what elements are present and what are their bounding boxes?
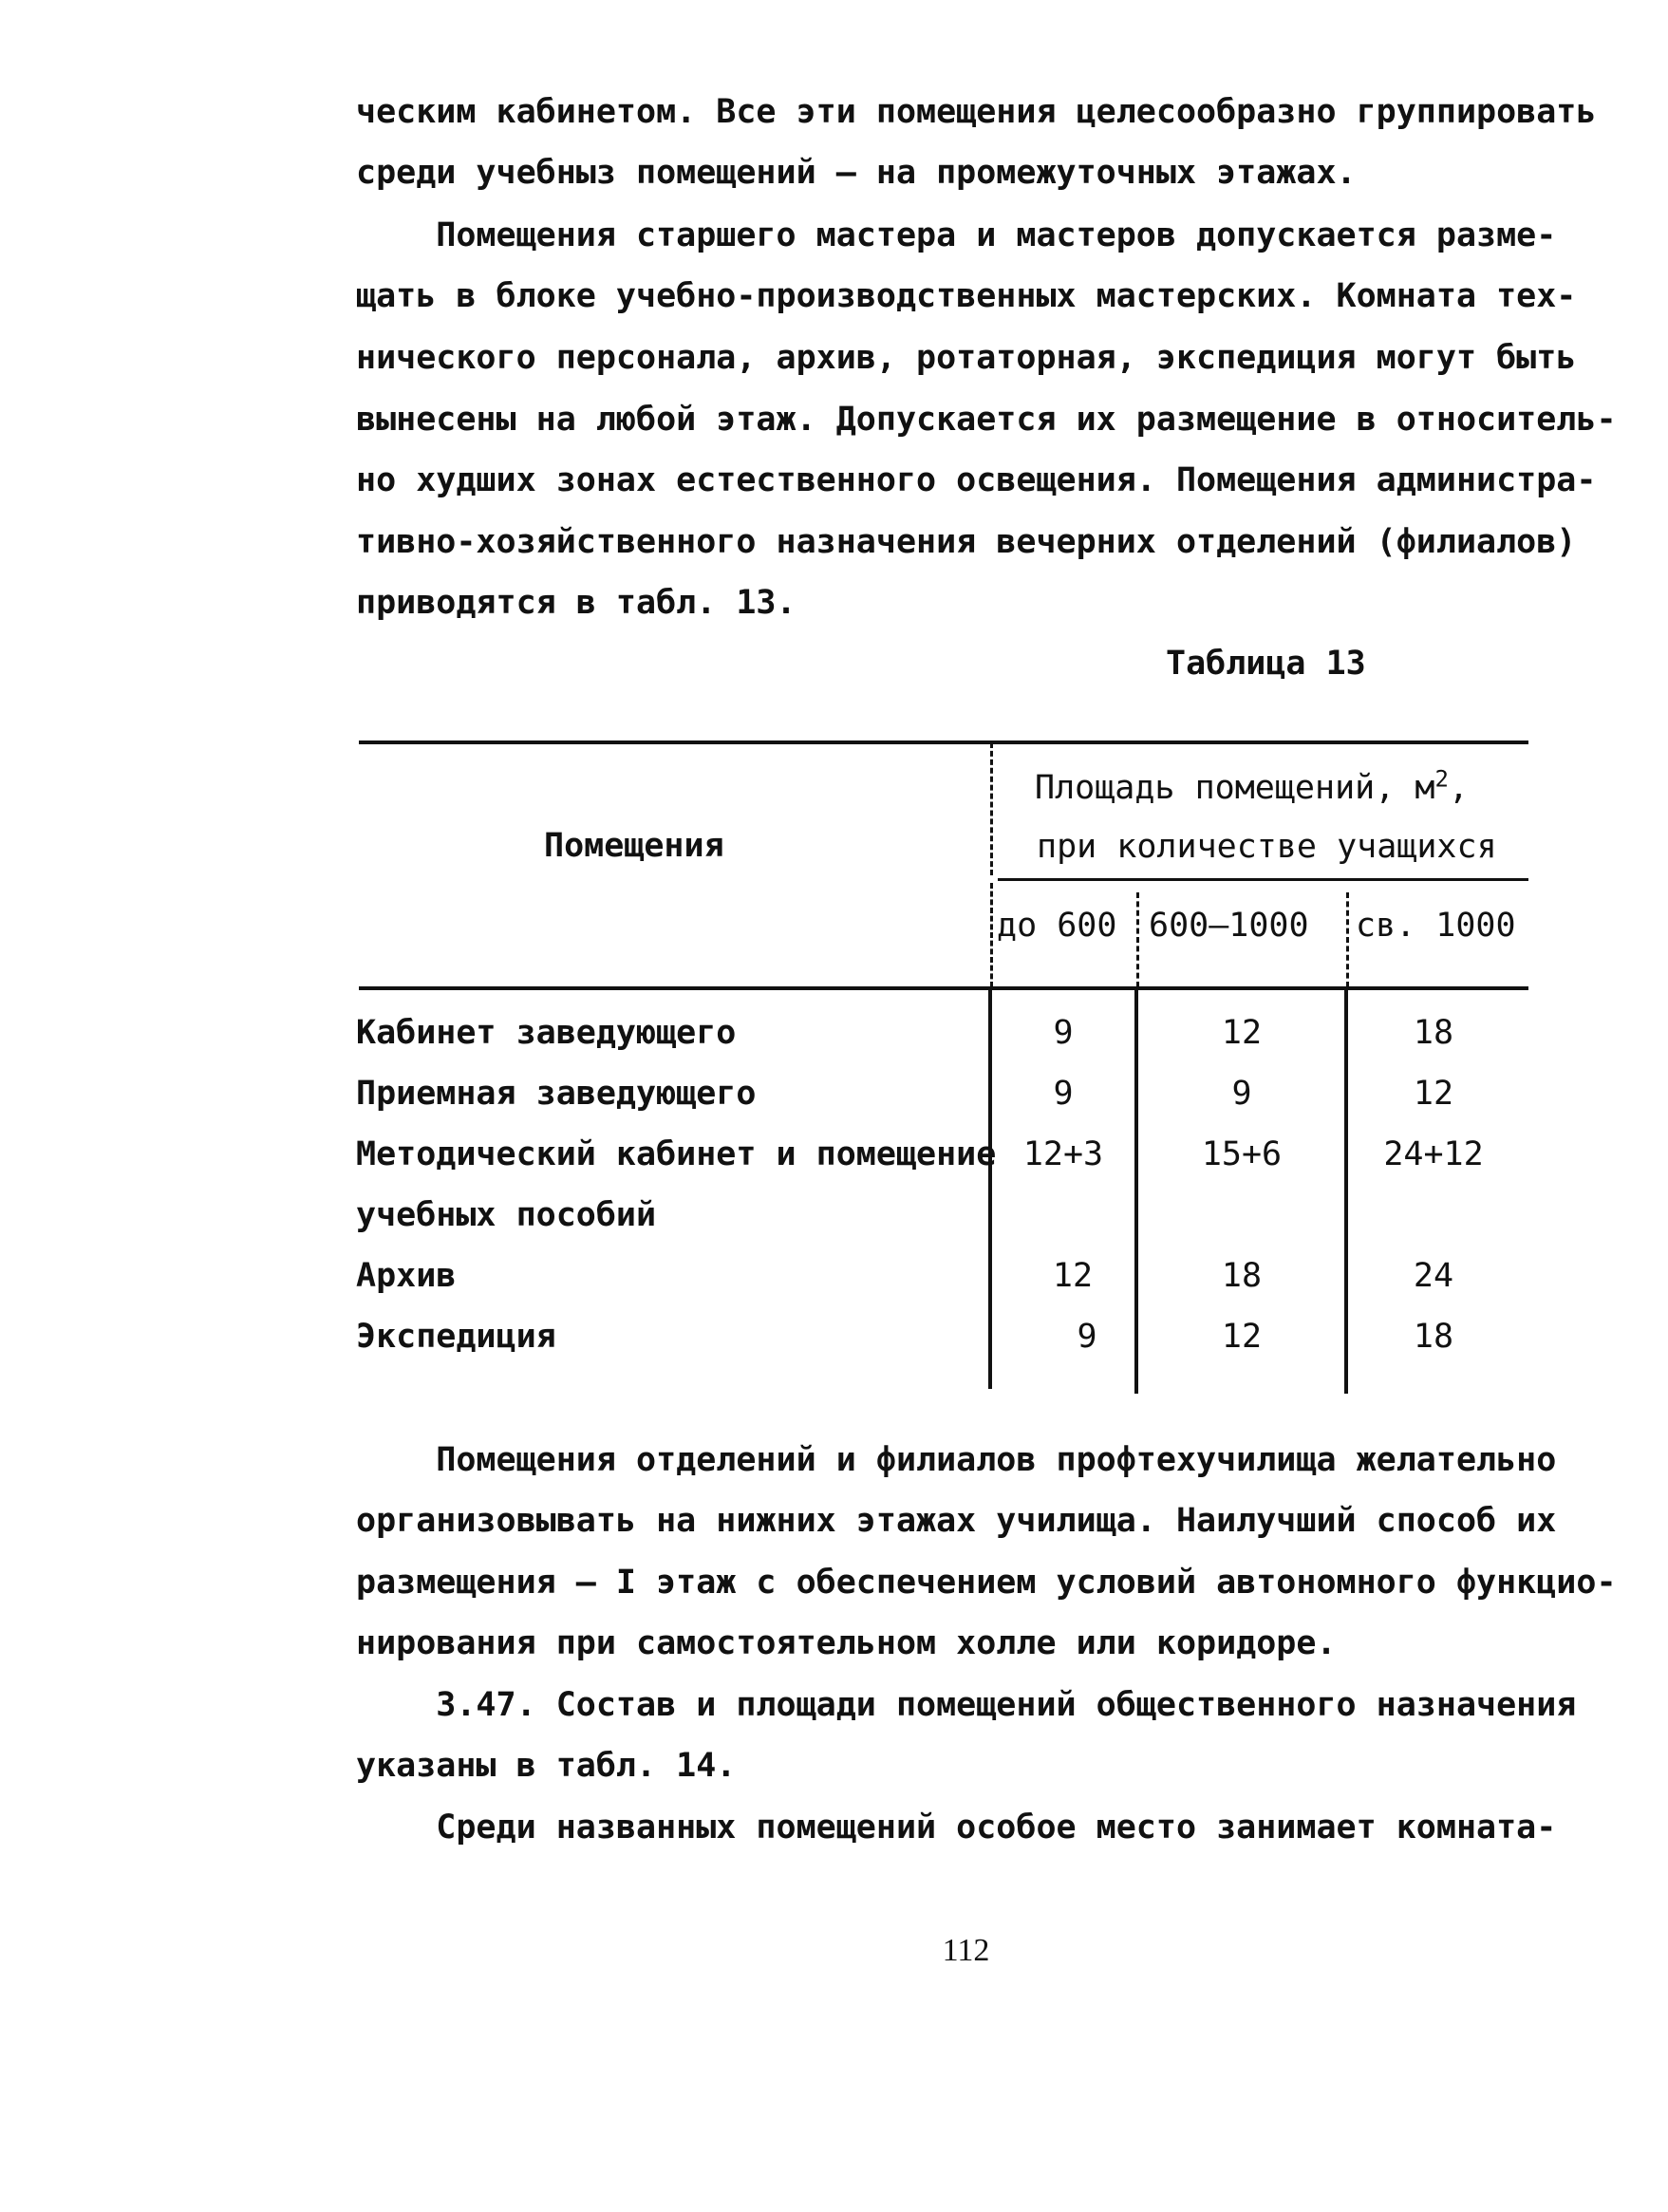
paragraph-line: тивно-хозяйственного назначения вечерних отделений (филиалов) [356, 523, 1577, 561]
table-cell: 12+3 [1022, 1135, 1104, 1173]
table-cell: 9 [1053, 1075, 1074, 1113]
paragraph-line: Помещения старшего мастера и мастеров допускается разме- [356, 216, 1557, 254]
paragraph-line: нирования при самостоятельном холле или коридоре. [356, 1624, 1337, 1662]
table-cell: 15+6 [1201, 1135, 1283, 1173]
column-header: до 600 [997, 907, 1117, 945]
paragraph-line: указаны в табл. 14. [356, 1747, 737, 1785]
table-cell: 18 [1413, 1014, 1454, 1052]
table-cell: 12 [1052, 1257, 1094, 1295]
paragraph-line: среди учебныз помещений – на промежуточных этажах. [356, 154, 1357, 192]
table-header-rule [359, 986, 1528, 990]
table-cell: 9 [1053, 1014, 1074, 1052]
table-row-name: Методический кабинет и помещение [356, 1135, 997, 1173]
table-cell: 12 [1221, 1014, 1263, 1052]
table-divider [990, 742, 993, 875]
column-header: св. 1000 [1356, 907, 1516, 945]
table-divider [1346, 892, 1349, 987]
table-cell: 9 [1077, 1318, 1097, 1356]
table-cell: 12 [1413, 1075, 1454, 1113]
table-row-name: Приемная заведующего [356, 1075, 757, 1113]
table-divider [1136, 892, 1139, 987]
table-cell: 18 [1221, 1257, 1263, 1295]
table-divider [990, 883, 993, 987]
paragraph-line: нического персонала, архив, ротаторная, экспедиция могут быть [356, 339, 1577, 377]
paragraph-line: размещения – I этаж с обеспечением условий автономного функцио- [356, 1564, 1617, 1602]
table-cell: 18 [1413, 1318, 1454, 1356]
paragraph-line: организовывать на нижних этажах училища. Наилучший способ их [356, 1502, 1557, 1540]
table-row-name-cont: учебных пособий [356, 1196, 657, 1234]
paragraph-line: Среди названных помещений особое место занимает комната- [356, 1809, 1557, 1846]
table-cell: 24+12 [1383, 1135, 1484, 1173]
column-header: 600–1000 [1149, 907, 1309, 945]
table-row-name: Архив [356, 1257, 457, 1295]
table-cell: 12 [1221, 1318, 1263, 1356]
header-area-subtitle: при количестве учащихся [1037, 828, 1497, 866]
paragraph-line: щать в блоке учебно-производственных мастерских. Комната тех- [356, 277, 1577, 315]
paragraph-line: ческим кабинетом. Все эти помещения целесообразно группировать [356, 93, 1597, 131]
page-number: 112 [942, 1933, 990, 1968]
table-cell: 24 [1413, 1257, 1454, 1295]
table-row-name: Кабинет заведующего [356, 1014, 737, 1052]
header-rooms: Помещения [544, 827, 724, 865]
header-area: Площадь помещений, $м^2$, [1035, 765, 1469, 807]
table-row-name: Экспедиция [356, 1318, 556, 1356]
paragraph-line: 3.47. Состав и площади помещений общественного назначения [356, 1686, 1577, 1724]
paragraph-line: приводятся в табл. 13. [356, 584, 797, 622]
table-caption: Таблица 13 [1166, 645, 1366, 683]
table-top-rule [359, 740, 1528, 744]
paragraph-line: вынесены на любой этаж. Допускается их размещение в относитель- [356, 401, 1617, 439]
paragraph-line: но худших зонах естественного освещения. Помещения администра- [356, 461, 1597, 499]
paragraph-line: Помещения отделений и филиалов профтехучилища желательно [356, 1441, 1557, 1479]
table-cell: 9 [1231, 1075, 1252, 1113]
table-subheader-rule [998, 878, 1528, 881]
